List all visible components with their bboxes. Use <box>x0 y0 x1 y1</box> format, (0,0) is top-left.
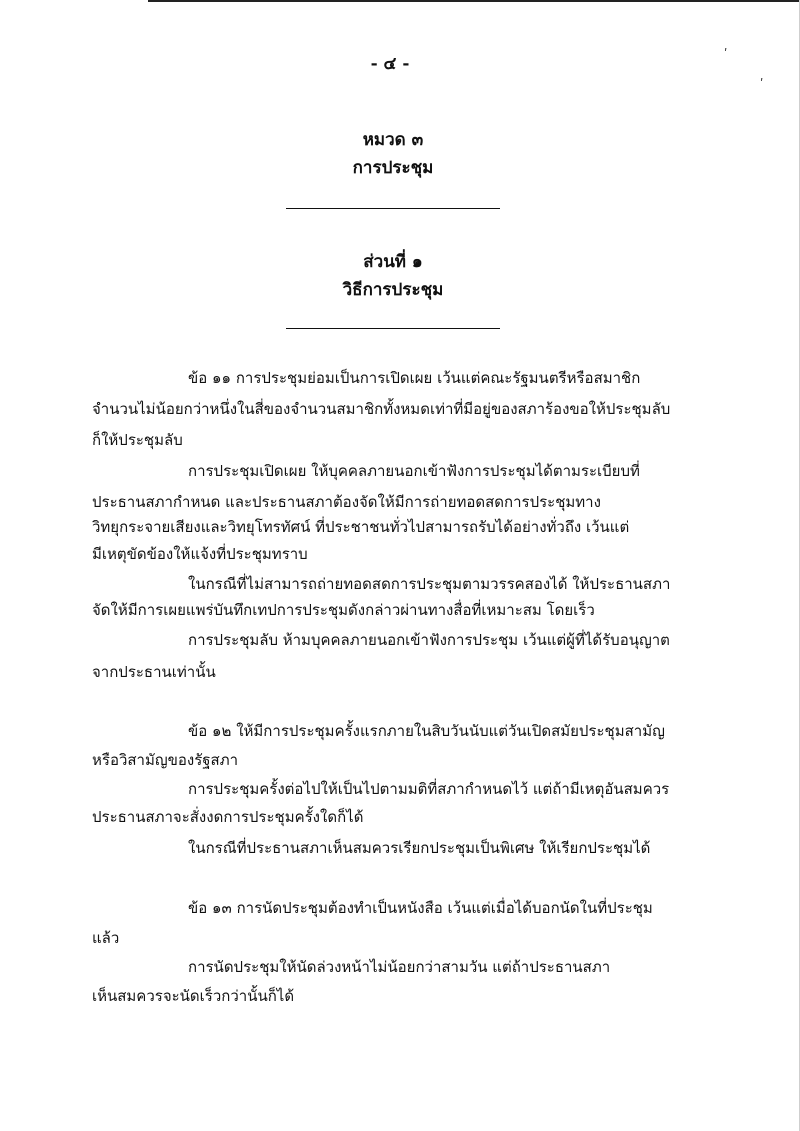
section-label: ส่วนที่ ๑ <box>363 252 423 272</box>
clause-11-line: มีเหตุขัดข้องให้แจ้งที่ประชุมทราบ <box>92 545 308 563</box>
clause-11-line: การประชุมลับ ห้ามบุคคลภายนอกเข้าฟังการประชุม เว้นแต่ผู้ที่ได้รับอนุญาต <box>188 631 670 649</box>
scan-speck: ʹ <box>724 47 728 61</box>
clause-11-line: ในกรณีที่ไม่สามารถถ่ายทอดสดการประชุมตามวรรคสองได้ ให้ประธานสภา <box>188 575 671 593</box>
clause-13-line: การนัดประชุมให้นัดล่วงหน้าไม่น้อยกว่าสามวัน แต่ถ้าประธานสภา <box>188 958 611 976</box>
clause-11-line: ก็ให้ประชุมลับ <box>92 431 183 449</box>
divider-rule <box>286 208 500 209</box>
clause-12-line: หรือวิสามัญของรัฐสภา <box>92 751 239 769</box>
divider-rule <box>286 328 500 329</box>
clause-13-line: ข้อ ๑๓ การนัดประชุมต้องทำเป็นหนังสือ เว้นแต่เมื่อได้บอกนัดในที่ประชุม <box>188 899 653 917</box>
scan-speck: ʹ <box>760 77 764 91</box>
clause-12-line: ในกรณีที่ประธานสภาเห็นสมควรเรียกประชุมเป็นพิเศษ ให้เรียกประชุมได้ <box>188 839 651 857</box>
clause-11-line: จำนวนไม่น้อยกว่าหนึ่งในสี่ของจำนวนสมาชิกทั้งหมดเท่าที่มีอยู่ของสภาร้องขอให้ประชุมลับ <box>92 400 671 418</box>
chapter-label: หมวด ๓ <box>362 130 424 150</box>
clause-13-line: แล้ว <box>92 929 120 947</box>
clause-11-line: จัดให้มีการเผยแพร่บันทึกเทปการประชุมดังกล่าวผ่านทางสื่อที่เหมาะสม โดยเร็ว <box>92 601 595 619</box>
clause-13-line: เห็นสมควรจะนัดเร็วกว่านั้นก็ได้ <box>92 987 295 1005</box>
clause-12-line: การประชุมครั้งต่อไปให้เป็นไปตามมติที่สภากำหนดไว้ แต่ถ้ามีเหตุอันสมควร <box>188 780 670 798</box>
clause-11-line: การประชุมเปิดเผย ให้บุคคลภายนอกเข้าฟังการประชุมได้ตามระเบียบที่ <box>188 462 640 480</box>
clause-12-line: ข้อ ๑๒ ให้มีการประชุมครั้งแรกภายในสิบวันนับแต่วันเปิดสมัยประชุมสามัญ <box>188 722 665 740</box>
section-title: วิธีการประชุม <box>342 280 444 300</box>
clause-12-line: ประธานสภาจะสั่งงดการประชุมครั้งใดก็ได้ <box>92 808 364 826</box>
page-number: - ๔ - <box>370 54 410 74</box>
clause-11-line: วิทยุกระจายเสียงและวิทยุโทรทัศน์ ที่ประชาชนทั่วไปสามารถรับได้อย่างทั่วถึง เว้นแต่ <box>92 518 630 536</box>
scan-top-edge <box>148 0 800 2</box>
clause-11-line: ข้อ ๑๑ การประชุมย่อมเป็นการเปิดเผย เว้นแต่คณะรัฐมนตรีหรือสมาชิก <box>188 369 641 387</box>
clause-11-line: จากประธานเท่านั้น <box>92 663 216 681</box>
clause-11-line: ประธานสภากำหนด และประธานสภาต้องจัดให้มีการถ่ายทอดสดการประชุมทาง <box>92 493 601 511</box>
chapter-title: การประชุม <box>352 158 434 178</box>
